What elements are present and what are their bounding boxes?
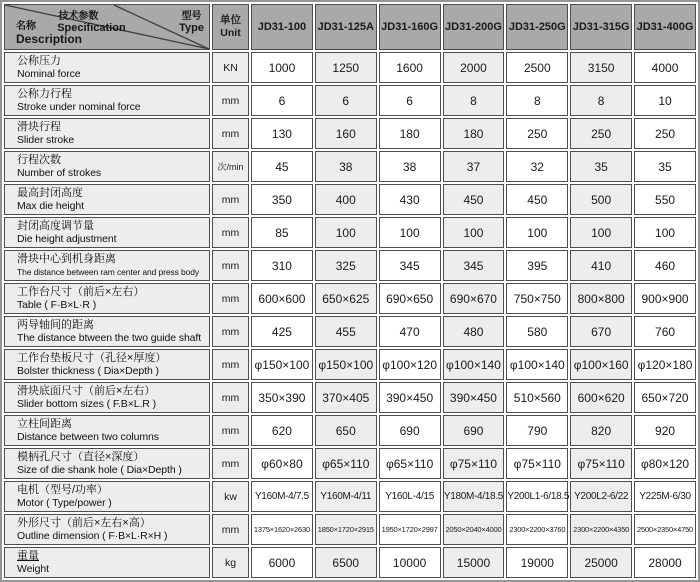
row-label-zh: 外形尺寸（前后×左右×高） bbox=[17, 517, 151, 529]
corner-spec-en: Specification bbox=[57, 22, 126, 34]
value-cell: φ75×110 bbox=[506, 448, 568, 479]
value-cell: φ150×100 bbox=[315, 349, 377, 380]
row-label-cell bbox=[4, 481, 210, 512]
model-column-header: JD31-400G bbox=[634, 4, 696, 50]
row-label-en: Weight bbox=[17, 563, 49, 575]
value-cell: 455 bbox=[315, 316, 377, 347]
value-cell: 750×750 bbox=[506, 283, 568, 314]
unit-cell: mm bbox=[212, 316, 249, 347]
row-label-cell bbox=[4, 250, 210, 281]
value-cell: 500 bbox=[570, 184, 632, 215]
value-cell: 250 bbox=[570, 118, 632, 149]
corner-name-en: Description bbox=[16, 32, 83, 46]
value-cell: 1375×1620×2630 bbox=[251, 514, 313, 545]
value-cell: Y160L-4/15 bbox=[379, 481, 441, 512]
corner-header bbox=[4, 4, 210, 50]
table-row bbox=[4, 349, 696, 380]
value-cell: 250 bbox=[634, 118, 696, 149]
value-cell: 900×900 bbox=[634, 283, 696, 314]
unit-cell: mm bbox=[212, 283, 249, 314]
corner-type-en: Type bbox=[179, 22, 204, 34]
row-label-cell bbox=[4, 448, 210, 479]
value-cell: 38 bbox=[315, 151, 377, 182]
row-label-zh: 公称压力 bbox=[17, 55, 61, 67]
value-cell: 1950×1720×2997 bbox=[379, 514, 441, 545]
value-cell: 6 bbox=[379, 85, 441, 116]
value-cell: 15000 bbox=[443, 547, 505, 578]
unit-cell: mm bbox=[212, 217, 249, 248]
unit-cell: KN bbox=[212, 52, 249, 83]
value-cell: 100 bbox=[315, 217, 377, 248]
value-cell: 450 bbox=[443, 184, 505, 215]
value-cell: 6 bbox=[251, 85, 313, 116]
value-cell: Y160M-4/7.5 bbox=[251, 481, 313, 512]
model-column-header: JD31-200G bbox=[443, 4, 505, 50]
table-row bbox=[4, 184, 696, 215]
row-label-cell bbox=[4, 349, 210, 380]
value-cell: 10 bbox=[634, 85, 696, 116]
row-label-en: Outline dimension ( F·B×L·R×H ) bbox=[17, 530, 168, 542]
value-cell: 820 bbox=[570, 415, 632, 446]
unit-cell: mm bbox=[212, 349, 249, 380]
value-cell: 350 bbox=[251, 184, 313, 215]
value-cell: 430 bbox=[379, 184, 441, 215]
value-cell: 1000 bbox=[251, 52, 313, 83]
unit-cell: 次/min bbox=[212, 151, 249, 182]
value-cell: 8 bbox=[570, 85, 632, 116]
value-cell: 160 bbox=[315, 118, 377, 149]
value-cell: Y200L2-6/22 bbox=[570, 481, 632, 512]
row-label-zh: 立柱间距离 bbox=[17, 418, 72, 430]
row-label-en: The distance between ram center and press body bbox=[17, 267, 200, 277]
row-label-cell bbox=[4, 85, 210, 116]
value-cell: 345 bbox=[379, 250, 441, 281]
table-row bbox=[4, 118, 696, 149]
table-row bbox=[4, 547, 696, 578]
row-label-cell bbox=[4, 283, 210, 314]
value-cell: 250 bbox=[506, 118, 568, 149]
value-cell: 470 bbox=[379, 316, 441, 347]
value-cell: 390×450 bbox=[379, 382, 441, 413]
value-cell: 650 bbox=[315, 415, 377, 446]
value-cell: 8 bbox=[443, 85, 505, 116]
row-label-cell bbox=[4, 514, 210, 545]
value-cell: 580 bbox=[506, 316, 568, 347]
value-cell: 180 bbox=[379, 118, 441, 149]
value-cell: 450 bbox=[506, 184, 568, 215]
row-label-zh: 最高封闭高度 bbox=[17, 187, 83, 199]
value-cell: φ75×110 bbox=[570, 448, 632, 479]
table-row bbox=[4, 448, 696, 479]
value-cell: 180 bbox=[443, 118, 505, 149]
row-label-cell bbox=[4, 316, 210, 347]
value-cell: 10000 bbox=[379, 547, 441, 578]
value-cell: φ100×140 bbox=[506, 349, 568, 380]
value-cell: 760 bbox=[634, 316, 696, 347]
value-cell: 480 bbox=[443, 316, 505, 347]
unit-cell: mm bbox=[212, 118, 249, 149]
row-label-zh: 重量 bbox=[17, 550, 39, 562]
row-label-cell bbox=[4, 415, 210, 446]
row-label-en: Die height adjustment bbox=[17, 233, 117, 245]
table-row bbox=[4, 217, 696, 248]
value-cell: φ65×110 bbox=[315, 448, 377, 479]
value-cell: φ65×110 bbox=[379, 448, 441, 479]
unit-column-header bbox=[212, 4, 249, 50]
row-label-cell bbox=[4, 151, 210, 182]
value-cell: 600×620 bbox=[570, 382, 632, 413]
row-label-en: Stroke under nominal force bbox=[17, 101, 141, 113]
row-label-zh: 滑块底面尺寸（前后×左右） bbox=[17, 385, 156, 397]
row-label-cell bbox=[4, 184, 210, 215]
unit-cell: mm bbox=[212, 250, 249, 281]
unit-cell: mm bbox=[212, 184, 249, 215]
value-cell: 920 bbox=[634, 415, 696, 446]
value-cell: 1600 bbox=[379, 52, 441, 83]
value-cell: 395 bbox=[506, 250, 568, 281]
unit-cell: kg bbox=[212, 547, 249, 578]
unit-header-zh: 单位 bbox=[220, 14, 241, 26]
value-cell: Y200L1-6/18.5 bbox=[506, 481, 568, 512]
value-cell: 350×390 bbox=[251, 382, 313, 413]
value-cell: 370×405 bbox=[315, 382, 377, 413]
value-cell: Y225M-6/30 bbox=[634, 481, 696, 512]
value-cell: 2300×2200×3760 bbox=[506, 514, 568, 545]
row-label-zh: 滑块中心到机身距离 bbox=[17, 253, 116, 265]
value-cell: 3150 bbox=[570, 52, 632, 83]
table-row bbox=[4, 151, 696, 182]
value-cell: 310 bbox=[251, 250, 313, 281]
value-cell: 100 bbox=[634, 217, 696, 248]
value-cell: 38 bbox=[379, 151, 441, 182]
value-cell: 345 bbox=[443, 250, 505, 281]
value-cell: 460 bbox=[634, 250, 696, 281]
value-cell: 6000 bbox=[251, 547, 313, 578]
row-label-cell bbox=[4, 52, 210, 83]
row-label-en: Distance between two columns bbox=[17, 431, 159, 443]
value-cell: 510×560 bbox=[506, 382, 568, 413]
row-label-zh: 公称力行程 bbox=[17, 88, 72, 100]
value-cell: 100 bbox=[570, 217, 632, 248]
row-label-en: Slider bottom sizes ( F.B×L.R ) bbox=[17, 398, 156, 410]
value-cell: 620 bbox=[251, 415, 313, 446]
value-cell: 32 bbox=[506, 151, 568, 182]
value-cell: 100 bbox=[379, 217, 441, 248]
value-cell: Y180M-4/18.5 bbox=[443, 481, 505, 512]
value-cell: 690×650 bbox=[379, 283, 441, 314]
row-label-zh: 行程次数 bbox=[17, 154, 61, 166]
value-cell: φ100×140 bbox=[443, 349, 505, 380]
row-label-cell bbox=[4, 217, 210, 248]
value-cell: 325 bbox=[315, 250, 377, 281]
value-cell: 8 bbox=[506, 85, 568, 116]
value-cell: 425 bbox=[251, 316, 313, 347]
value-cell: 690×670 bbox=[443, 283, 505, 314]
value-cell: 2000 bbox=[443, 52, 505, 83]
corner-spec-zh: 技术参数 bbox=[58, 11, 99, 22]
row-label-en: Number of strokes bbox=[17, 167, 102, 179]
row-label-en: Size of die shank hole ( Dia×Depth ) bbox=[17, 464, 182, 476]
row-label-en: Max die height bbox=[17, 200, 84, 212]
value-cell: 100 bbox=[506, 217, 568, 248]
value-cell: 35 bbox=[570, 151, 632, 182]
value-cell: 100 bbox=[443, 217, 505, 248]
table-row bbox=[4, 415, 696, 446]
header-row bbox=[4, 4, 696, 50]
row-label-en: The distance btween the two guide shaft bbox=[17, 332, 202, 344]
table-row bbox=[4, 283, 696, 314]
value-cell: 6 bbox=[315, 85, 377, 116]
value-cell: 2050×2040×4000 bbox=[443, 514, 505, 545]
value-cell: φ60×80 bbox=[251, 448, 313, 479]
unit-cell: mm bbox=[212, 514, 249, 545]
value-cell: 550 bbox=[634, 184, 696, 215]
row-label-zh: 两导轴间的距离 bbox=[17, 319, 94, 331]
value-cell: 6500 bbox=[315, 547, 377, 578]
corner-description-label bbox=[16, 17, 82, 46]
model-column-header: JD31-160G bbox=[379, 4, 441, 50]
unit-cell: mm bbox=[212, 415, 249, 446]
model-column-header: JD31-250G bbox=[506, 4, 568, 50]
table-row bbox=[4, 85, 696, 116]
value-cell: 85 bbox=[251, 217, 313, 248]
value-cell: φ80×120 bbox=[634, 448, 696, 479]
value-cell: 35 bbox=[634, 151, 696, 182]
row-label-en: Nominal force bbox=[17, 68, 81, 80]
value-cell: 1250 bbox=[315, 52, 377, 83]
spec-table-body bbox=[4, 52, 696, 578]
table-row bbox=[4, 382, 696, 413]
unit-cell: kw bbox=[212, 481, 249, 512]
value-cell: 28000 bbox=[634, 547, 696, 578]
value-cell: 400 bbox=[315, 184, 377, 215]
value-cell: 690 bbox=[443, 415, 505, 446]
value-cell: φ100×160 bbox=[570, 349, 632, 380]
row-label-cell bbox=[4, 382, 210, 413]
table-row bbox=[4, 481, 696, 512]
unit-cell: mm bbox=[212, 448, 249, 479]
row-label-en: Slider stroke bbox=[17, 134, 75, 146]
value-cell: 130 bbox=[251, 118, 313, 149]
row-label-zh: 工作台垫板尺寸（孔径×厚度） bbox=[17, 352, 167, 364]
row-label-cell bbox=[4, 547, 210, 578]
unit-cell: mm bbox=[212, 382, 249, 413]
row-label-zh: 封闭高度调节量 bbox=[17, 220, 94, 232]
value-cell: 45 bbox=[251, 151, 313, 182]
value-cell: 4000 bbox=[634, 52, 696, 83]
row-label-zh: 电机（型号/功率） bbox=[17, 484, 109, 496]
value-cell: φ150×100 bbox=[251, 349, 313, 380]
unit-header-en: Unit bbox=[220, 27, 241, 39]
row-label-en: Bolster thickness ( Dia×Depth ) bbox=[17, 365, 159, 377]
row-label-en: Motor ( Type/power ) bbox=[17, 497, 112, 509]
model-column-header: JD31-125A bbox=[315, 4, 377, 50]
row-label-zh: 滑块行程 bbox=[17, 121, 61, 133]
value-cell: 650×720 bbox=[634, 382, 696, 413]
value-cell: 25000 bbox=[570, 547, 632, 578]
row-label-en: Table ( F·B×L·R ) bbox=[17, 299, 97, 311]
table-row bbox=[4, 250, 696, 281]
value-cell: 800×800 bbox=[570, 283, 632, 314]
corner-type-zh: 型号 bbox=[181, 11, 202, 22]
value-cell: 410 bbox=[570, 250, 632, 281]
value-cell: φ120×180 bbox=[634, 349, 696, 380]
value-cell: φ100×120 bbox=[379, 349, 441, 380]
value-cell: 790 bbox=[506, 415, 568, 446]
row-label-zh: 模柄孔尺寸（直径×深度） bbox=[17, 451, 145, 463]
unit-cell: mm bbox=[212, 85, 249, 116]
corner-type-label bbox=[179, 7, 204, 34]
table-row bbox=[4, 514, 696, 545]
row-label-zh: 工作台尺寸（前后×左右） bbox=[17, 286, 145, 298]
value-cell: 390×450 bbox=[443, 382, 505, 413]
value-cell: 19000 bbox=[506, 547, 568, 578]
value-cell: 650×625 bbox=[315, 283, 377, 314]
table-row bbox=[4, 52, 696, 83]
row-label-cell bbox=[4, 118, 210, 149]
value-cell: Y160M-4/11 bbox=[315, 481, 377, 512]
value-cell: 600×600 bbox=[251, 283, 313, 314]
model-column-header: JD31-315G bbox=[570, 4, 632, 50]
model-column-header: JD31-100 bbox=[251, 4, 313, 50]
value-cell: 2500×2350×4750 bbox=[634, 514, 696, 545]
table-row bbox=[4, 316, 696, 347]
value-cell: 1850×1720×2915 bbox=[315, 514, 377, 545]
value-cell: 2500 bbox=[506, 52, 568, 83]
value-cell: 2300×2200×4350 bbox=[570, 514, 632, 545]
corner-name-zh: 名称 bbox=[16, 21, 36, 32]
value-cell: φ75×110 bbox=[443, 448, 505, 479]
value-cell: 690 bbox=[379, 415, 441, 446]
value-cell: 670 bbox=[570, 316, 632, 347]
value-cell: 37 bbox=[443, 151, 505, 182]
